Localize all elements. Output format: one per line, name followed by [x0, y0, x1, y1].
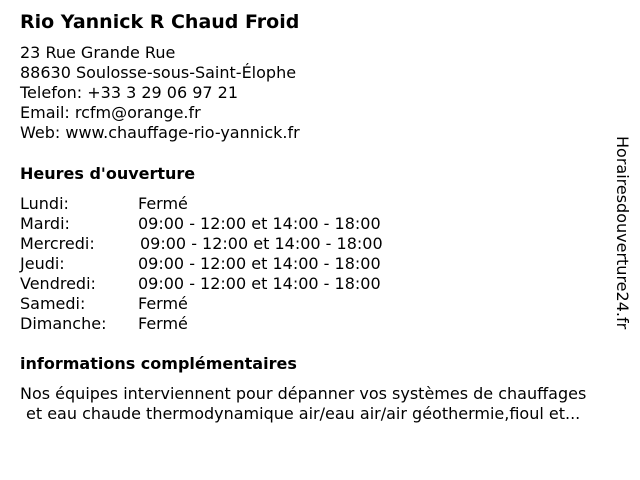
opening-hours-heading: Heures d'ouverture — [20, 164, 196, 183]
hours-value: 09:00 - 12:00 et 14:00 - 18:00 — [138, 214, 381, 233]
hours-value: 09:00 - 12:00 et 14:00 - 18:00 — [138, 254, 381, 273]
hours-value: 09:00 - 12:00 et 14:00 - 18:00 — [140, 234, 383, 253]
email-line: Email: rcfm@orange.fr — [20, 103, 201, 122]
address-city: 88630 Soulosse-sous-Saint-Élophe — [20, 63, 297, 82]
info-line-2: et eau chaude thermodynamique air/eau air/air géothermie,fioul et... — [26, 404, 581, 423]
business-title: Rio Yannick R Chaud Froid — [20, 11, 300, 33]
phone-line: Telefon: +33 3 29 06 97 21 — [20, 83, 239, 102]
day-label: Mardi: — [20, 214, 70, 233]
hours-value: Fermé — [138, 194, 188, 213]
hours-value: Fermé — [138, 294, 188, 313]
watermark-text: Horairesdouverture24.fr — [613, 136, 632, 330]
website-line: Web: www.chauffage-rio-yannick.fr — [20, 123, 300, 142]
additional-info-heading: informations complémentaires — [20, 354, 297, 373]
address-street: 23 Rue Grande Rue — [20, 43, 176, 62]
site-watermark — [612, 136, 632, 346]
info-line-1: Nos équipes interviennent pour dépanner vos systèmes de chauffages — [20, 384, 587, 403]
additional-info-text — [20, 384, 586, 424]
day-label: Dimanche: — [20, 314, 107, 333]
day-label: Samedi: — [20, 294, 86, 313]
contact-block — [20, 43, 300, 143]
hours-value: 09:00 - 12:00 et 14:00 - 18:00 — [138, 274, 381, 293]
day-label: Jeudi: — [20, 254, 65, 273]
day-label: Mercredi: — [20, 234, 95, 253]
day-label: Lundi: — [20, 194, 69, 213]
hours-value: Fermé — [138, 314, 188, 333]
day-label: Vendredi: — [20, 274, 96, 293]
